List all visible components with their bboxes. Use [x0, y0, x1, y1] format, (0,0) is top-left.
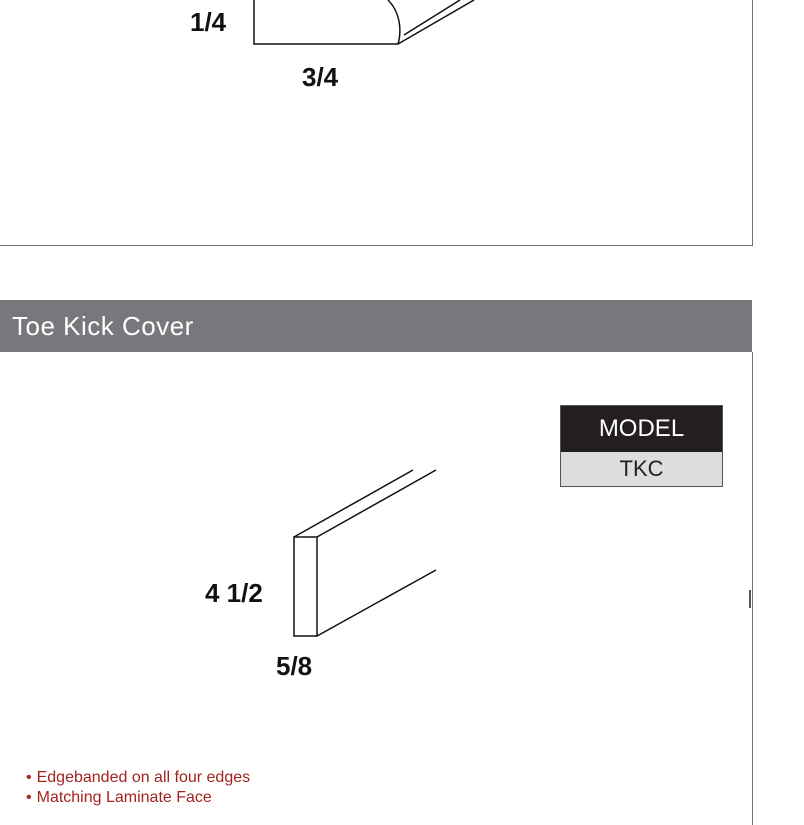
dimension-height-label: 1/4 [190, 7, 227, 37]
section-header [0, 300, 752, 352]
section-title: Toe Kick Cover [12, 311, 194, 341]
toe-kick-drawing [0, 352, 752, 825]
model-value: TKC [561, 452, 722, 486]
panel-border [752, 352, 753, 825]
model-label: MODEL [561, 406, 722, 452]
feature-list [26, 768, 250, 808]
dimension-width-label: 5/8 [276, 651, 313, 681]
previous-item-panel [0, 0, 753, 246]
feature-item: • Edgebanded on all four edges [26, 768, 250, 788]
dimension-width-label: 3/4 [302, 62, 339, 92]
molding-profile-drawing [0, 0, 752, 245]
feature-item: • Matching Laminate Face [26, 788, 250, 808]
dimension-height-label: 4 1/2 [205, 578, 263, 608]
